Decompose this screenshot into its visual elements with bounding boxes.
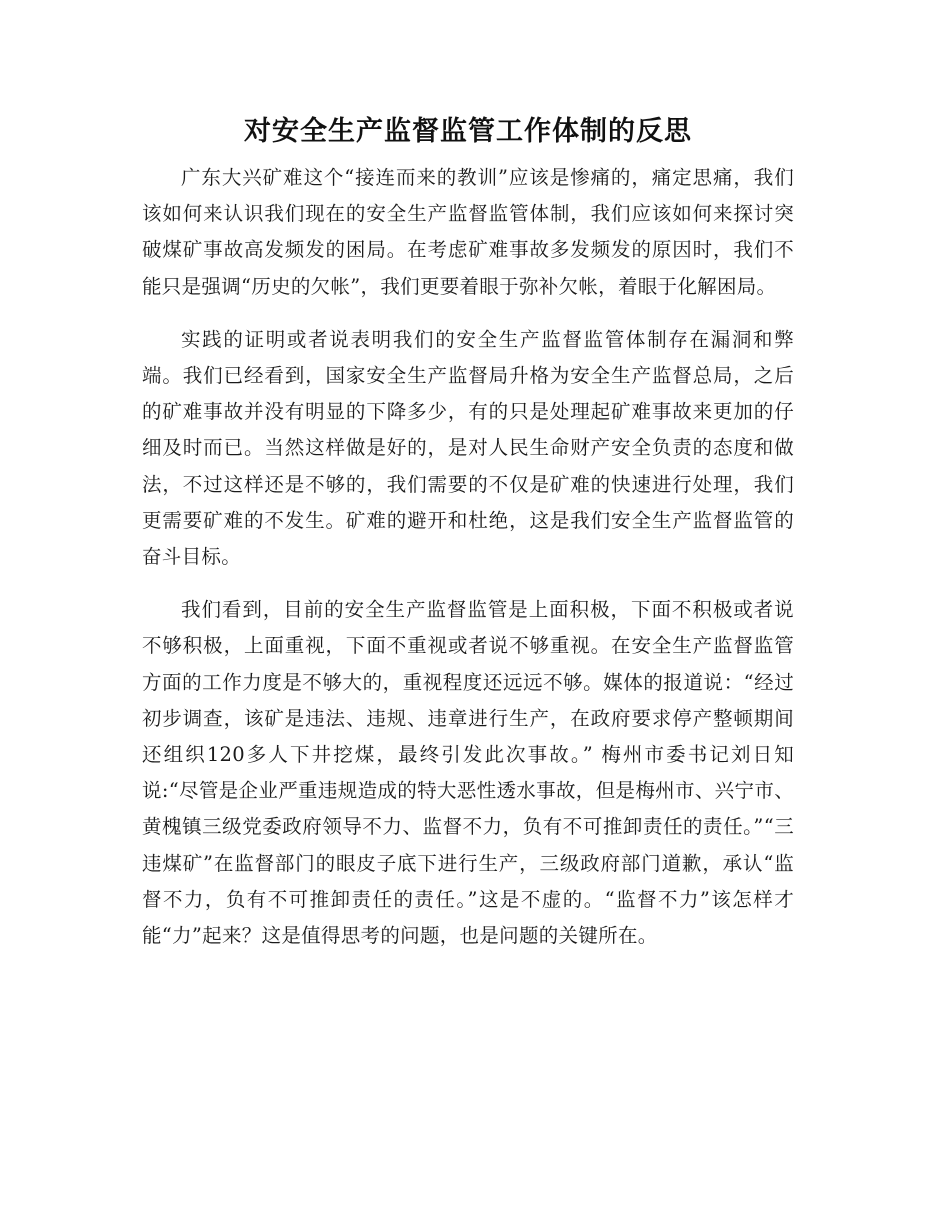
document-body	[142, 110, 794, 971]
paragraph-1: 广东大兴矿难这个“接连而来的教训”应该是惨痛的，痛定思痛，我们该如何来认识我们现在的安全生产监督监管体制，我们应该如何来探讨突破煤矿事故高发频发的困局。在考虑矿难事故多发频发的原因时，我们不能只是强调“历史的欠帐”，我们更要着眼于弥补欠帐，着眼于化解困局。	[142, 166, 794, 298]
paragraph-2: 实践的证明或者说表明我们的安全生产监督监管体制存在漏洞和弊端。我们已经看到，国家安全生产监督局升格为安全生产监督总局，之后的矿难事故并没有明显的下降多少，有的只是处理起矿难事故来更加的仔细及时而已。当然这样做是好的，是对人民生命财产安全负责的态度和做法，不过这样还是不够的，我们需要的不仅是矿难的快速进行处理，我们更需要矿难的不发生。矿难的避开和杜绝，这是我们安全生产监督监管的奋斗目标。	[142, 327, 794, 569]
document-title: 对安全生产监督监管工作体制的反思	[244, 116, 692, 147]
paragraph-3: 我们看到，目前的安全生产监督监管是上面积极，下面不积极或者说不够积极，上面重视，下面不重视或者说不够重视。在安全生产监督监管方面的工作力度是不够大的，重视程度还远远不够。媒体的报道说：“经过初步调查，该矿是违法、违规、违章进行生产，在政府要求停产整顿期间还组织120多人下井挖煤，最终引发此次事故。” 梅州市委书记刘日知说:“尽管是企业严重违规造成的特大恶性透水事故，但是梅州市、兴宁市、黄槐镇三级党委政府领导不力、监督不力，负有不可推卸责任的责任。”“三违煤矿”在监督部门的眼皮子底下进行生产，三级政府部门道歉，承认“监督不力，负有不可推卸责任的责任。”这是不虚的。“监督不力”该怎样才能“力”起来？这是值得思考的问题，也是问题的关键所在。	[142, 598, 794, 948]
